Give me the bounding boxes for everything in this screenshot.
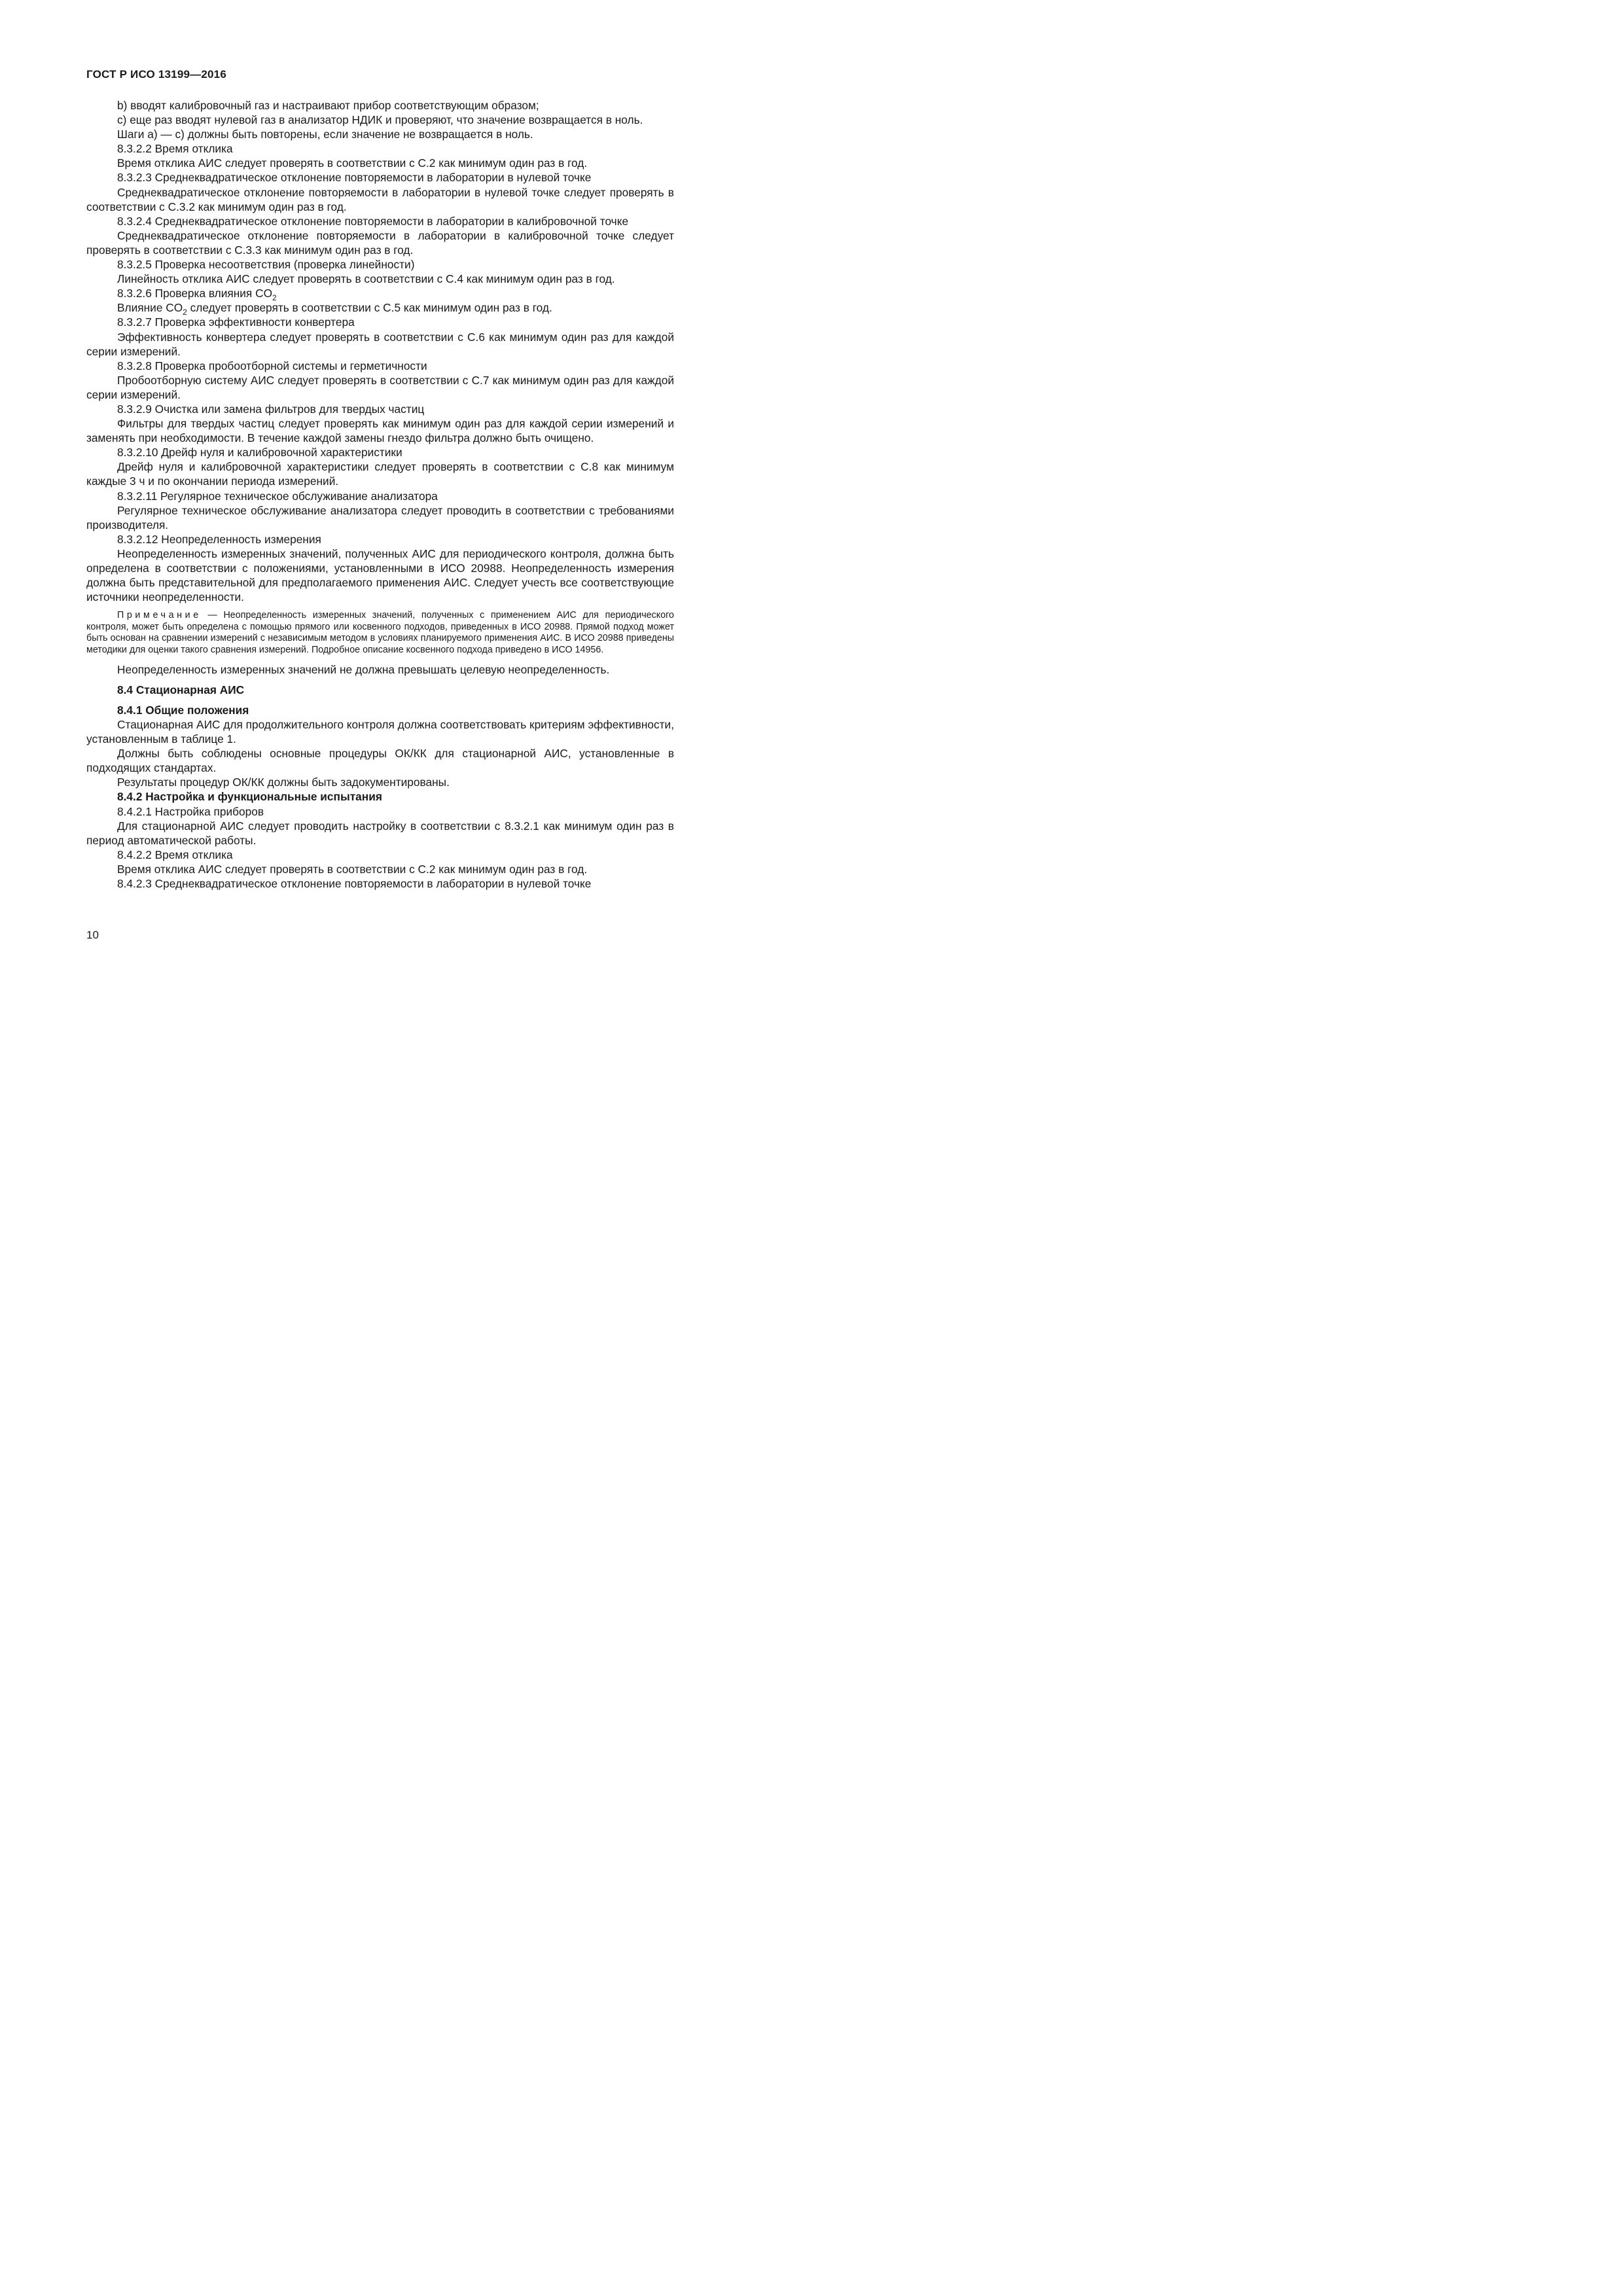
paragraph: Шаги а) — с) должны быть повторены, если значение не возвращается в ноль. [117, 128, 533, 141]
paragraph: Стационарная АИС для продолжительного контроля должна соответствовать критериям эффективности, установленным в таблице 1. [86, 717, 674, 746]
paragraph: b) вводят калибровочный газ и настраивают прибор соответствующим образом; [117, 99, 539, 112]
paragraph: Эффективность конвертера следует проверять в соответствии с С.6 как минимум один раз для каждой серии измерений. [86, 330, 674, 358]
paragraph: Линейность отклика АИС следует проверять в соответствии с С.4 как минимум один раз в год. [117, 272, 615, 286]
subscript: 2 [183, 308, 187, 317]
paragraph: Должны быть соблюдены основные процедуры ОК/КК для стационарной АИС, установленные в подходящих стандартах. [86, 747, 674, 775]
paragraph: Регулярное техническое обслуживание анализатора следует проводить в соответствии с требованиями производителя. [86, 503, 674, 531]
paragraph: Для стационарной АИС следует проводить настройку в соответствии с 8.3.2.1 как минимум один раз в период автоматической работы. [86, 819, 674, 847]
paragraph: Неопределенность измеренных значений не должна превышать целевую неопределенность. [117, 662, 610, 676]
paragraph: c) еще раз вводят нулевой газ в анализатор НДИК и проверяют, что значение возвращается в ноль. [117, 113, 643, 127]
note [86, 610, 674, 656]
clause-heading-co2 [86, 286, 674, 303]
note-text: — Неопределенность измеренных значений, полученных с применением АИС для периодического контроля, может быть определена с помощью прямого или косвенного подходов, приведенных в ИСО 20988. Прямой подход может быть основан на сравнении измерений с независимым методом в условиях планируемого применения АИС. В ИСО 20988 приведены методики для оценки такого сравнения измерений. Подробное описание косвенного подхода приведено в ИСО 14956. [86, 610, 674, 656]
co2-body-post: следует проверять в соответствии с С.5 как минимум один раз в год. [187, 301, 552, 315]
clause-heading: 8.3.2.10 Дрейф нуля и калибровочной характеристики [117, 446, 402, 459]
paragraph-co2 [86, 300, 674, 315]
paragraph: Результаты процедур ОК/КК должны быть задокументированы. [117, 776, 450, 789]
clause-heading: 8.3.2.2 Время отклика [117, 142, 233, 156]
page-number: 10 [86, 929, 99, 941]
paragraph: Пробоотборную систему АИС следует проверять в соответствии с С.7 как минимум один раз для каждой серии измерений. [86, 373, 674, 401]
clause-heading: 8.4.2.1 Настройка приборов [117, 804, 264, 818]
clause-heading: 8.4.2.3 Среднеквадратическое отклонение повторяемости в лаборатории в нулевой точке [117, 876, 592, 890]
clause-heading: 8.3.2.8 Проверка пробоотборной системы и герметичности [117, 359, 427, 372]
subscript: 2 [272, 293, 277, 303]
paragraph: Время отклика АИС следует проверять в соответствии с С.2 как минимум один раз в год. [117, 156, 588, 170]
note-label: Примечание [117, 610, 202, 621]
section-heading-8-4-1: 8.4.1 Общие положения [117, 703, 249, 717]
section-heading-8-4: 8.4 Стационарная АИС [117, 683, 245, 696]
clause-heading: 8.3.2.11 Регулярное техническое обслуживание анализатора [117, 489, 438, 503]
document-header: ГОСТ Р ИСО 13199—2016 [86, 68, 226, 81]
clause-heading: 8.3.2.3 Среднеквадратическое отклонение повторяемости в лаборатории в нулевой точке [117, 171, 592, 185]
co2-body-pre: Влияние CO [117, 301, 183, 315]
section-heading-8-4-2: 8.4.2 Настройка и функциональные испытания [117, 790, 382, 804]
co2-heading-text: 8.3.2.6 Проверка влияния CO [117, 287, 273, 300]
paragraph: Фильтры для твердых частиц следует проверять как минимум один раз для каждой серии измерений и заменять при необходимости. В течение каждой замены гнездо фильтра должно быть очищено. [86, 417, 674, 445]
paragraph: Дрейф нуля и калибровочной характеристики следует проверять в соответствии с С.8 как минимум каждые 3 ч и по окончании периода измерений. [86, 460, 674, 488]
clause-heading: 8.3.2.4 Среднеквадратическое отклонение повторяемости в лаборатории в калибровочной точке [117, 214, 629, 228]
paragraph: Среднеквадратическое отклонение повторяемости в лаборатории в калибровочной точке следует проверять в соответствии с С.3.3 как минимум один раз в год. [86, 228, 674, 257]
clause-heading: 8.3.2.7 Проверка эффективности конвертера [117, 315, 355, 329]
clause-heading: 8.4.2.2 Время отклика [117, 848, 233, 861]
clause-heading: 8.3.2.12 Неопределенность измерения [117, 532, 321, 546]
paragraph: Время отклика АИС следует проверять в соответствии с С.2 как минимум один раз в год. [117, 862, 588, 876]
clause-heading: 8.3.2.9 Очистка или замена фильтров для твердых частиц [117, 402, 425, 416]
paragraph: Неопределенность измеренных значений, полученных АИС для периодического контроля, должна быть определена в соответствии с положениями, установленными в ИСО 20988. Неопределенность измерения должна быть представительной для предполагаемого применения АИС. Следует учесть все соответствующие источники неопределенности. [86, 547, 674, 604]
page-body [86, 98, 674, 891]
clause-heading: 8.3.2.5 Проверка несоответствия (проверка линейности) [117, 258, 415, 272]
paragraph: Среднеквадратическое отклонение повторяемости в лаборатории в нулевой точке следует проверять в соответствии с С.3.2 как минимум один раз в год. [86, 185, 674, 213]
